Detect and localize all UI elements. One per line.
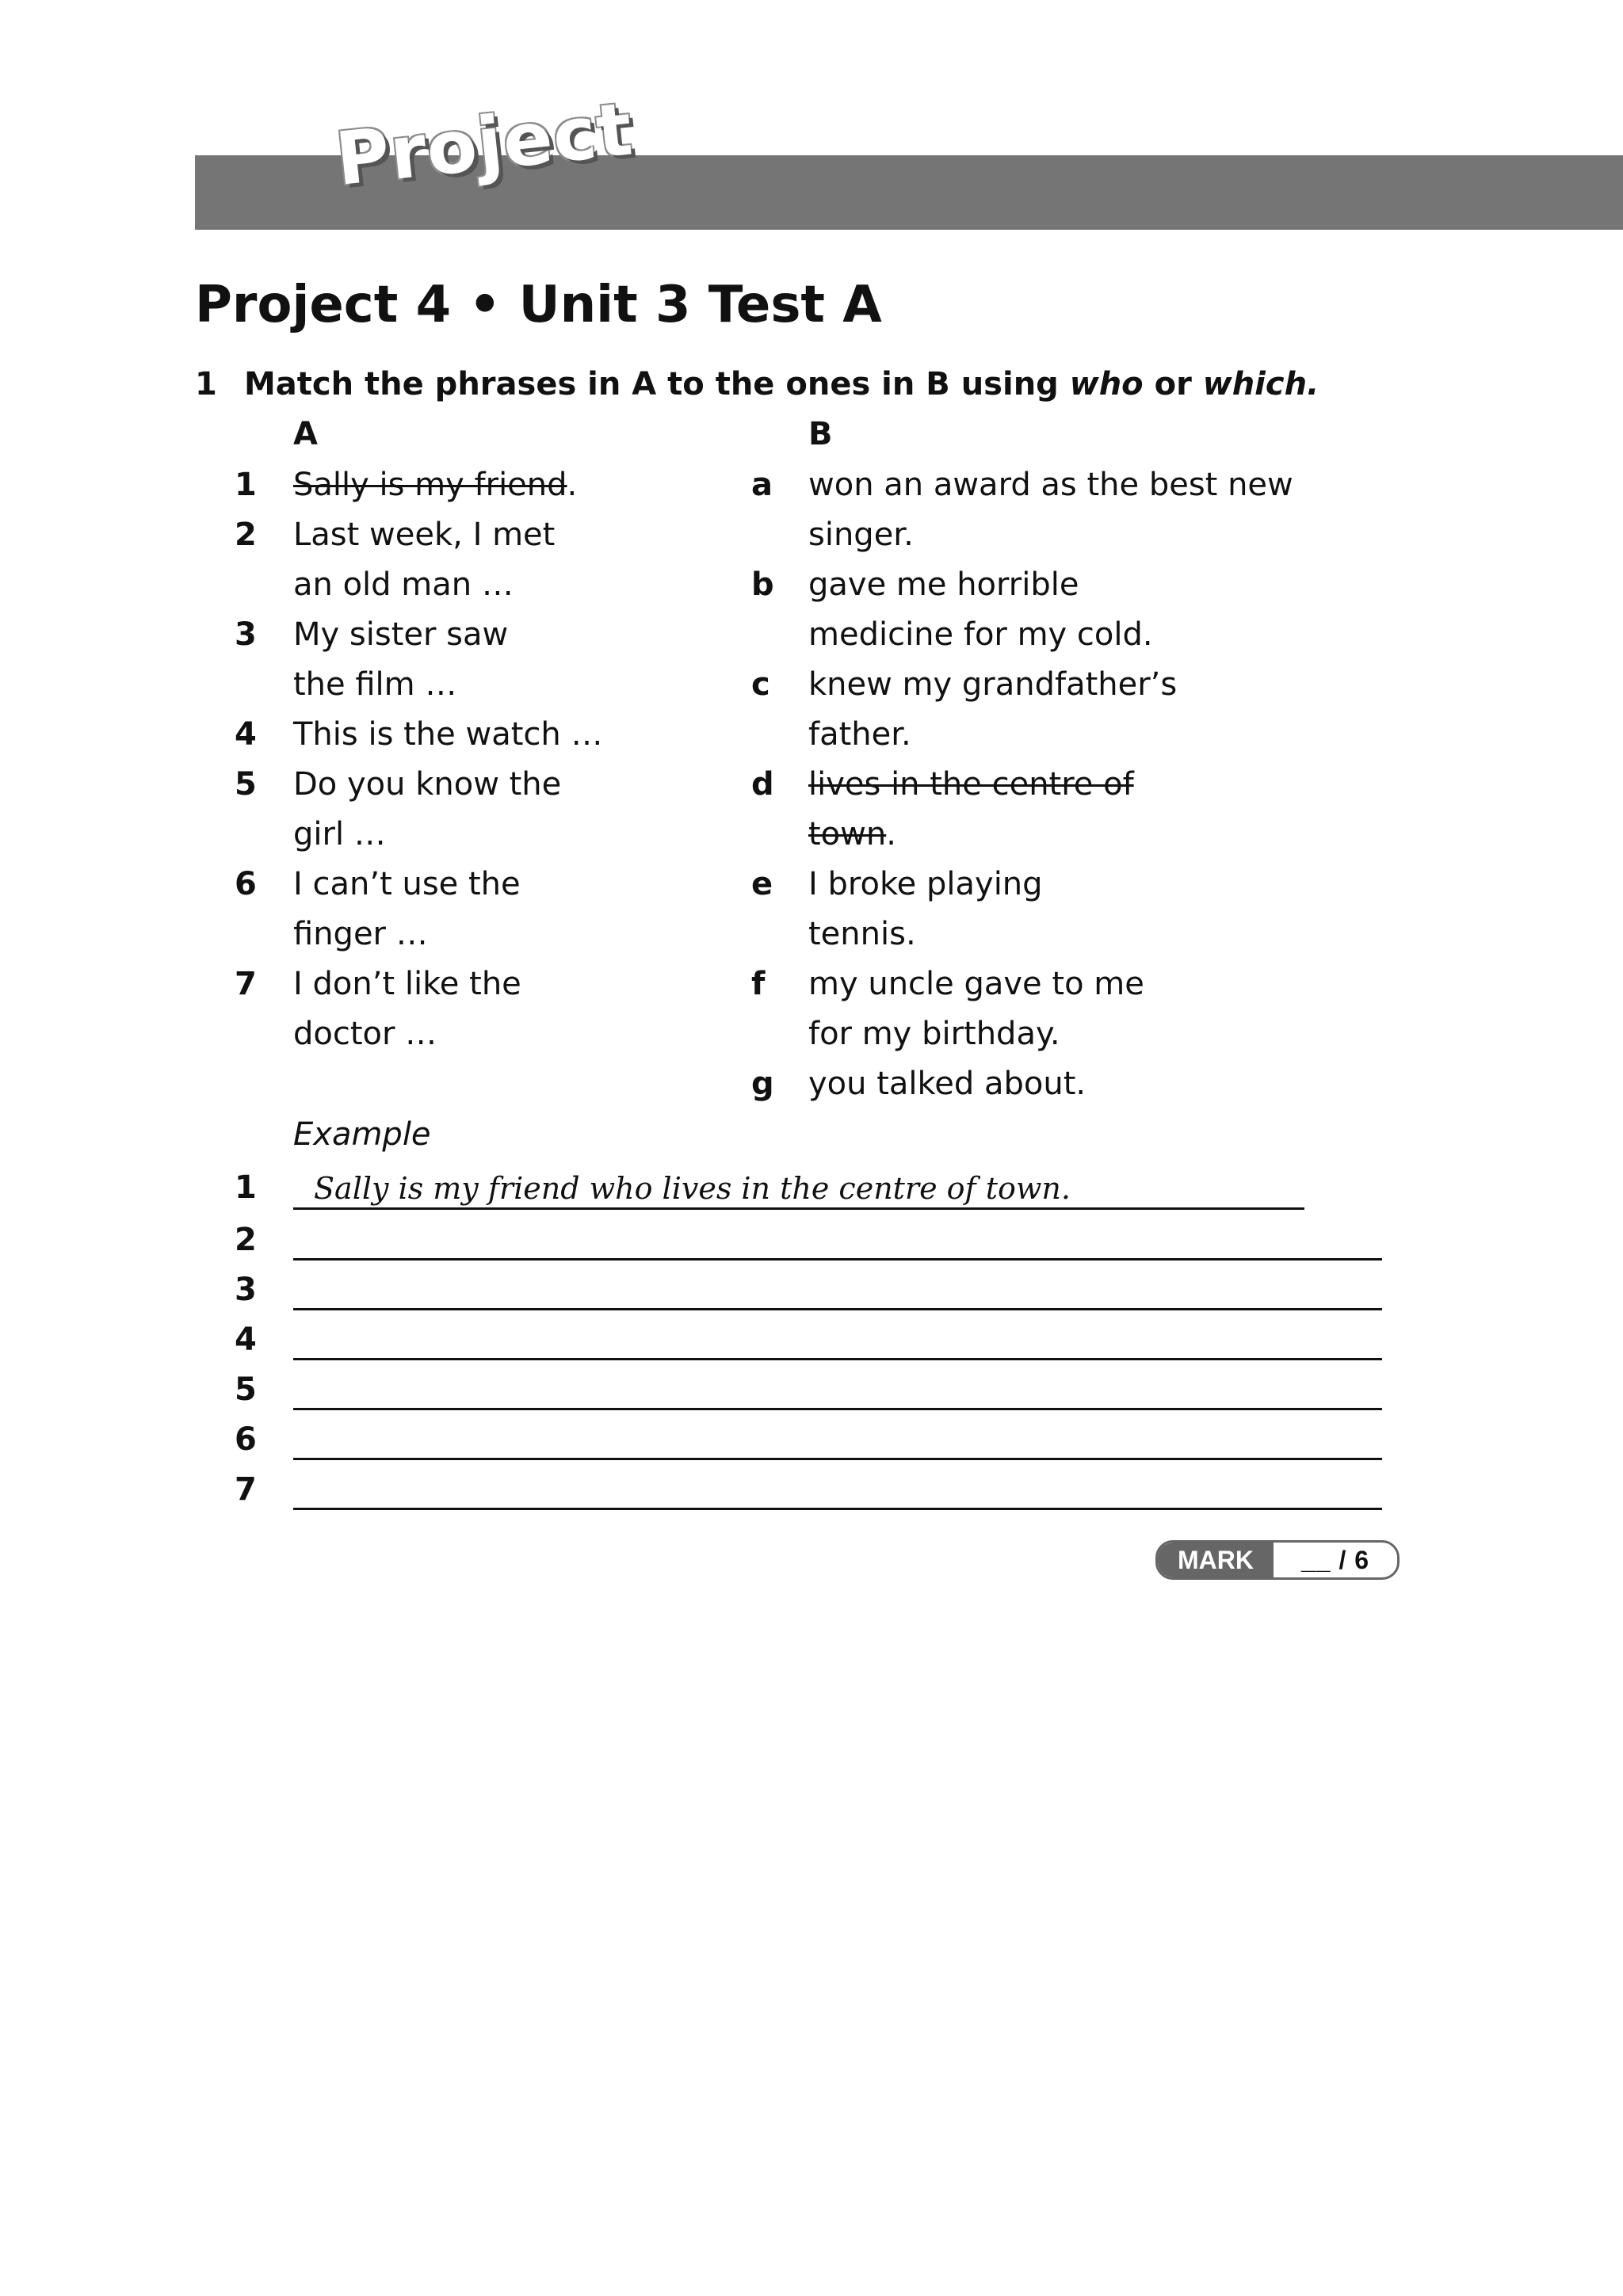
instruction-text: Match the phrases in A to the ones in B using (244, 366, 1070, 402)
item-a-text: Do you know the (293, 766, 562, 803)
item-b-text: you talked about. (808, 1066, 1086, 1102)
item-b-letter: b (751, 566, 774, 603)
item-b-text: for my birthday. (808, 1016, 1060, 1052)
item-a-text: I can’t use the (293, 866, 521, 902)
item-b-text: medicine for my cold. (808, 616, 1153, 653)
project-logo: Project (331, 86, 637, 202)
struck-text: Sally is my friend (293, 467, 567, 503)
answer-line[interactable] (293, 1358, 1382, 1360)
item-a-text: My sister saw (293, 616, 509, 653)
column-a-header: A (293, 416, 318, 452)
item-b-text: singer. (808, 517, 914, 553)
item-a-number: 5 (235, 766, 257, 803)
instruction-word-who: who (1069, 366, 1144, 402)
item-b-letter: d (751, 766, 774, 803)
item-a-number: 7 (235, 966, 257, 1002)
answer-line[interactable] (293, 1458, 1382, 1460)
item-b-text: my uncle gave to me (808, 966, 1144, 1002)
item-b-text: tennis. (808, 916, 916, 952)
item-b-text: I broke playing (808, 866, 1043, 902)
item-b-text: won an award as the best new (808, 467, 1293, 503)
answer-number: 7 (235, 1471, 257, 1508)
item-b-text: father. (808, 716, 911, 753)
item-b-text (808, 765, 1134, 803)
item-b-letter: a (751, 467, 773, 503)
item-a-text: I don’t like the (293, 966, 521, 1002)
item-a-number: 3 (235, 616, 257, 653)
column-b-header: B (808, 416, 833, 452)
item-a-text: This is the watch … (293, 716, 603, 753)
item-a-text: an old man … (293, 566, 514, 603)
item-b-letter: g (751, 1066, 774, 1102)
example-answer: Sally is my friend who lives in the centre of town. (314, 1171, 1071, 1206)
item-a-number: 2 (235, 517, 257, 553)
example-label: Example (293, 1116, 431, 1153)
answer-line[interactable] (293, 1308, 1382, 1310)
answer-line[interactable] (293, 1258, 1382, 1261)
item-a-number: 4 (235, 716, 257, 753)
struck-text: town (808, 816, 887, 852)
answer-number: 1 (235, 1169, 257, 1206)
answer-line[interactable] (293, 1207, 1304, 1210)
item-b-letter: e (751, 866, 773, 902)
struck-text: lives in the centre of (808, 766, 1134, 803)
answer-number: 4 (235, 1322, 257, 1358)
instruction-word-or: or (1143, 366, 1203, 402)
answer-number: 5 (235, 1371, 257, 1408)
exercise-number: 1 (195, 366, 217, 402)
answer-number: 6 (235, 1421, 257, 1458)
item-b-text: gave me horrible (808, 566, 1079, 603)
mark-score[interactable]: __ / 6 (1300, 1545, 1370, 1574)
answer-number: 3 (235, 1272, 257, 1308)
item-a-text-punct: . (567, 467, 578, 503)
item-b-text-punct: . (886, 816, 896, 852)
item-a-number: 6 (235, 866, 257, 902)
answer-line[interactable] (293, 1508, 1382, 1510)
item-a-text: finger … (293, 916, 428, 952)
instruction-word-which: which. (1202, 366, 1319, 402)
item-b-text: knew my grandfather’s (808, 666, 1178, 703)
item-b-letter: c (751, 666, 770, 703)
item-a-text: doctor … (293, 1016, 437, 1052)
item-a-number: 1 (235, 467, 257, 503)
answer-number: 2 (235, 1222, 257, 1258)
item-a-text (293, 466, 577, 504)
item-a-text: girl … (293, 816, 386, 852)
item-a-text: Last week, I met (293, 517, 556, 553)
page-title: Project 4 • Unit 3 Test A (195, 276, 882, 334)
item-a-text: the film … (293, 666, 457, 703)
item-b-letter: f (751, 966, 766, 1002)
exercise-instruction (195, 366, 1319, 402)
mark-label: MARK (1158, 1543, 1274, 1577)
answer-line[interactable] (293, 1408, 1382, 1410)
item-b-text (808, 815, 896, 853)
mark-box (1155, 1540, 1400, 1580)
